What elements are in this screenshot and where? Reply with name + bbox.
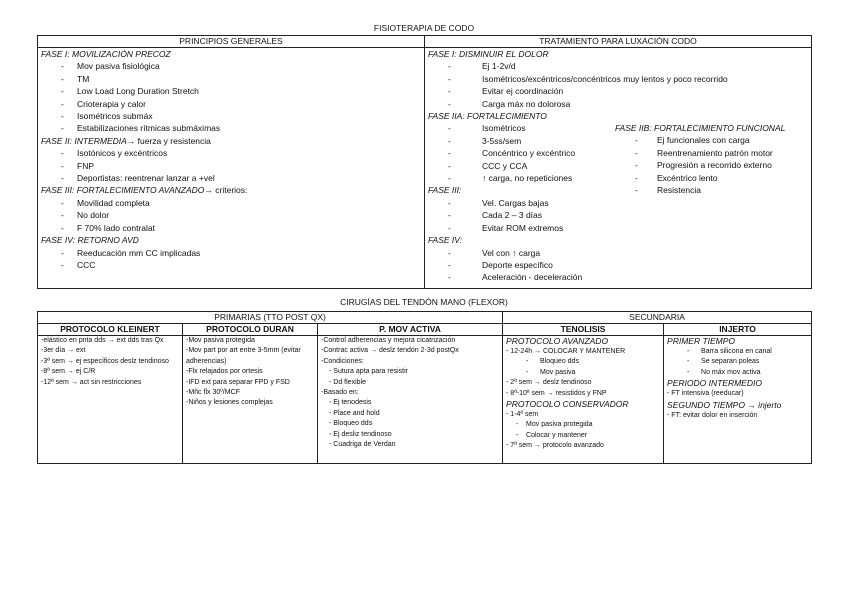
fase-iib-block: [615, 122, 811, 196]
list-item: -Mov part por art entre 3-5mm (evitar adherencias): [186, 347, 301, 365]
fase-heading: FASE IIB: FORTALECIMIENTO FUNCIONAL: [615, 123, 786, 133]
list-item: Deporte específico: [482, 259, 553, 270]
list-item: -12ª sem → act sin restricciones: [41, 378, 142, 386]
list-item: Vel. Cargas bajas: [482, 197, 549, 208]
list-item: No dolor: [77, 210, 110, 221]
fase-heading: FASE IV:: [428, 235, 463, 246]
list-item: - FT intensiva (reeducar): [667, 390, 744, 398]
list-item: - 2ª sem → deslz tendinoso: [506, 379, 592, 387]
list-item: FNP: [77, 160, 94, 171]
list-item: Cada 2 – 3 días: [482, 210, 543, 221]
list-item: - 8ª-10ª sem → resistidos y FNP: [506, 389, 607, 397]
list-item: Aceleración - deceleración: [482, 272, 583, 283]
fase-heading: FASE III:: [428, 185, 462, 196]
list-item: Bloqueo dds: [333, 420, 373, 428]
list-item: Dd flexible: [333, 378, 366, 386]
col-header-injerto: INJERTO: [664, 324, 812, 336]
list-item: Movilidad completa: [77, 197, 150, 208]
list-item: Progresión a recorrido externo: [657, 160, 772, 171]
fase-suffix: → fuerza y resistencia: [126, 135, 211, 146]
cirugias-tendon-table: [37, 311, 812, 464]
protocolo-conservador-heading: PROTOCOLO CONSERVADOR: [506, 399, 629, 410]
list-item: - Mov pasiva: [506, 368, 660, 378]
list-item: -Contrac activa → deslz tendón 2-3d postQx: [321, 347, 459, 355]
list-item: Ej 1-2v/d: [482, 61, 516, 72]
primer-tiempo-heading: PRIMER TIEMPO: [667, 336, 736, 346]
list-item: -elástico en pnta dds → ext dds tras Qx: [41, 337, 164, 344]
list-item: Ej desliz tendinoso: [333, 430, 392, 438]
list-item: - No máx mov activa: [667, 368, 808, 378]
kleinert-cell: [38, 336, 183, 464]
list-item: -3er día → ext: [41, 347, 86, 355]
list-item: TM: [77, 73, 90, 84]
list-item: Vel con ↑ carga: [482, 247, 541, 258]
fase-heading: FASE IV: RETORNO AVD: [41, 235, 139, 246]
luxacion-cell: [425, 48, 812, 289]
list-item: -Mñc flx 30º/MCF: [186, 389, 240, 397]
list-item: Reentrenamiento patrón motor: [657, 147, 773, 158]
list-item: - Mov pasiva protegida: [506, 420, 660, 430]
list-item: Evitar ej coordinación: [482, 86, 564, 97]
list-item: -Control adherencias y mejora cicatrización: [321, 337, 456, 344]
segundo-tiempo-heading: SEGUNDO TIEMPO → injerto: [667, 399, 782, 410]
injerto-cell: [664, 336, 812, 464]
col-header-duran: PROTOCOLO DURAN: [183, 324, 318, 336]
list-item: Reeducación mm CC implicadas: [77, 247, 201, 258]
list-item: Estabilizaciones rítmicas submáximas: [77, 123, 221, 134]
col-header-luxacion: TRATAMIENTO PARA LUXACIÓN CODO: [425, 36, 812, 48]
list-item: F 70% lado contralat: [77, 222, 155, 233]
fase-heading: FASE IIA: FORTALECIMIENTO: [428, 111, 547, 122]
list-item: 3-5ss/sem: [482, 135, 522, 146]
list-item: -8ª sem → ej C/R: [41, 368, 96, 376]
list-item: CCC y CCA: [482, 160, 528, 171]
list-item: Isométricos/excéntricos/concéntricos muy lentos y poco recorrido: [482, 73, 728, 84]
protocolo-avanzado-heading: PROTOCOLO AVANZADO: [506, 336, 609, 346]
fisioterapia-codo-table: [37, 35, 812, 289]
list-item: Place and hold: [333, 409, 380, 417]
list-item: Cuadriga de Verdan: [333, 441, 396, 449]
col-header-kleinert: PROTOCOLO KLEINERT: [38, 324, 183, 336]
list-item: -Niños y lesiones complejas: [186, 399, 273, 407]
fase-suffix: → criterios:: [204, 185, 248, 196]
list-item: -Mov pasiva protegida: [186, 337, 255, 344]
list-item: - Barra silicona en canal: [667, 347, 808, 357]
list-item: -3ª sem → ej específicos deslz tendinoso: [41, 357, 169, 365]
list-item: - Bloqueo dds: [506, 357, 660, 367]
list-item: - FT: evitar dolor en inserción: [667, 411, 758, 419]
fase-heading: FASE II: INTERMEDIA: [41, 135, 127, 146]
fase-heading: FASE I: MOVILIZACIÓN PRECOZ: [41, 49, 171, 59]
list-item: Mov pasiva fisiológica: [77, 61, 160, 72]
col-header-principios: PRINCIPIOS GENERALES: [38, 36, 425, 48]
list-item: - 1-4ª sem: [506, 411, 539, 419]
list-item: - 7ª sem → protocolo avanzado: [506, 442, 604, 450]
list-item: Evitar ROM extremos: [482, 222, 564, 233]
secundaria-header: SECUNDARIA: [503, 312, 812, 324]
list-item: -Flx relajados por ortesis: [186, 368, 263, 376]
list-item: Crioterapia y calor: [77, 98, 146, 109]
list-item: Excéntrico lento: [657, 172, 718, 183]
fase-heading: FASE I: DISMINUIR EL DOLOR: [428, 49, 549, 59]
list-item: Isotónicos y excéntricos: [77, 148, 168, 159]
mov-activa-cell: -Control adherencias y mejora cicatrización -Contrac activa → deslz tendón 2-3d postQx -Condiciones: - Sutura apta para resistir - Dd flexible -Basado en: - Ej tenodesis - Place and hold - Bloqueo dds - Ej desliz tendinoso - Cuadriga de Verdan: [318, 336, 503, 464]
list-item: - 12-24h → COLOCAR Y MANTENER: [506, 348, 626, 355]
fase-heading: FASE III: FORTALECIMIENTO AVANZADO: [41, 185, 205, 196]
list-item: Isométricos: [482, 123, 526, 134]
list-item: Ej funcionales con carga: [657, 135, 750, 146]
list-item: Concéntrico y excéntrico: [482, 148, 576, 159]
principios-generales-cell: [38, 48, 425, 289]
list-item: Deportistas: reentrenar lanzar a +vel: [77, 173, 215, 184]
col-header-mov-activa: P. MOV ACTIVA: [318, 324, 503, 336]
primarias-header: PRIMARIAS (TTO POST QX): [38, 312, 503, 324]
list-item: Resistencia: [657, 185, 701, 196]
list-item: CCC: [77, 259, 96, 270]
list-item: -Basado en:: [321, 389, 359, 397]
list-item: Ej tenodesis: [333, 399, 372, 407]
doc-title-codo: FISIOTERAPIA DE CODO: [373, 23, 475, 33]
list-item: -IFD ext para separar FPD y FSD: [186, 378, 290, 386]
tenolisis-cell: [503, 336, 664, 464]
periodo-intermedio-heading: PERIODO INTERMEDIO: [667, 378, 762, 389]
col-header-tenolisis: TENOLISIS: [503, 324, 664, 336]
list-item: Sutura apta para resistir: [333, 368, 408, 376]
list-item: -Condiciones:: [321, 357, 364, 365]
list-item: - Se separan poleas: [667, 357, 808, 367]
list-item: ↑ carga, no repeticiones: [482, 173, 573, 184]
doc-title-tendon: CIRUGÍAS DEL TENDÓN MANO (FLEXOR): [340, 297, 508, 307]
duran-cell: [183, 336, 318, 464]
list-item: - Colocar y mantener: [506, 431, 660, 441]
list-item: Low Load Long Duration Stretch: [77, 86, 199, 97]
list-item: Isométricos submáx: [77, 111, 153, 122]
list-item: Carga máx no dolorosa: [482, 98, 571, 109]
